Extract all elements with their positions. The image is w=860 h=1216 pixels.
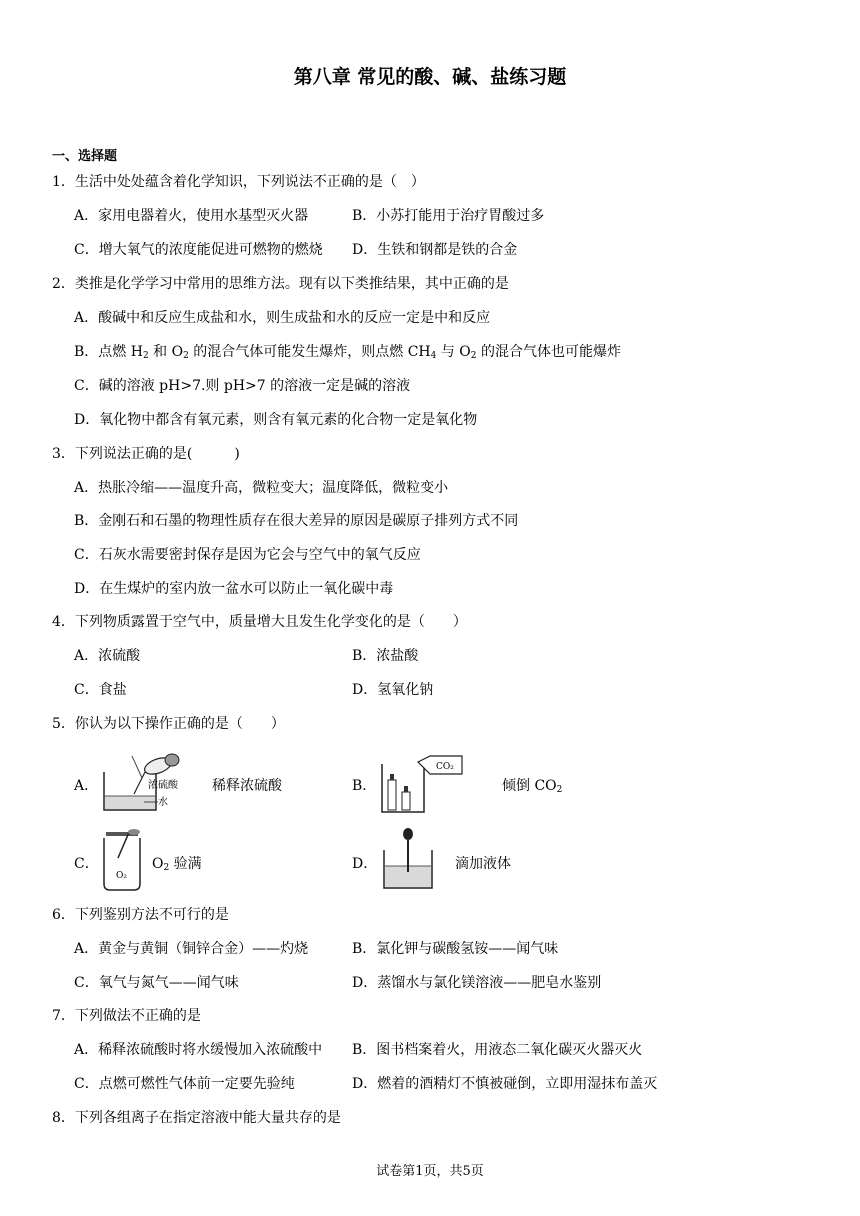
question-4-option-d: D．氢氧化钠: [352, 682, 434, 698]
question-5-option-d-letter: D．: [352, 856, 378, 872]
question-2-option-c: C．碱的溶液 pH>7.则 pH>7 的溶液一定是碱的溶液: [74, 378, 411, 394]
question-5-option-c-label: [152, 855, 202, 873]
question-5-option-c-letter: C．: [74, 856, 99, 872]
question-6-option-b: B．氯化钾与碳酸氢铵——闻气味: [352, 941, 559, 957]
text-segment: O: [152, 856, 164, 872]
question-6-option-a: A．黄金与黄铜（铜锌合金）——灼烧: [74, 941, 309, 957]
text-segment: 倾倒 CO: [502, 778, 557, 794]
question-5-stem: 5．你认为以下操作正确的是（ ）: [52, 716, 285, 732]
question-3-stem: 3．下列说法正确的是( ): [52, 446, 240, 462]
question-6-stem: 6．下列鉴别方法不可行的是: [52, 907, 229, 923]
question-8-stem: 8．下列各组离子在指定溶液中能大量共存的是: [52, 1110, 341, 1126]
question-5-option-a-letter: A．: [74, 778, 99, 794]
dropper-figure-icon: [380, 826, 436, 892]
question-6-option-d: D．蒸馏水与氯化镁溶液——肥皂水鉴别: [352, 975, 602, 991]
figure-label: 浓硫酸: [148, 780, 178, 791]
text-segment: 的混合气体可能发生爆炸，则点燃 CH: [188, 344, 431, 360]
question-2-stem: 2．类推是化学学习中常用的思维方法。现有以下类推结果，其中正确的是: [52, 276, 509, 292]
pour-co2-figure-icon: [378, 750, 468, 816]
question-7-option-c: C．点燃可燃性气体前一定要先验纯: [74, 1076, 295, 1092]
question-2-option-d: D．氧化物中都含有氧元素，则含有氧元素的化合物一定是氧化物: [74, 412, 478, 428]
text-segment: 的混合气体也可能爆炸: [476, 344, 621, 360]
subscript: 2: [142, 351, 149, 361]
question-3-option-c: C．石灰水需要密封保存是因为它会与空气中的氧气反应: [74, 547, 421, 563]
question-4-option-b: B．浓盐酸: [352, 648, 419, 664]
question-4-option-c: C．食盐: [74, 682, 127, 698]
question-6-option-c: C．氧气与氮气——闻气味: [74, 975, 239, 991]
subscript: 4: [430, 351, 437, 361]
oxygen-test-figure-icon: [100, 828, 146, 892]
question-1-option-a: A．家用电器着火，使用水基型灭火器: [74, 208, 309, 224]
question-4-option-a: A．浓硫酸: [74, 648, 141, 664]
subscript: 2: [163, 863, 170, 873]
section-heading: 一、选择题: [52, 149, 118, 164]
question-7-stem: 7．下列做法不正确的是: [52, 1008, 201, 1024]
subscript: 2: [556, 785, 563, 795]
text-segment: B．点燃 H: [74, 344, 143, 360]
text-segment: 与 O: [436, 344, 471, 360]
text-segment: 验满: [169, 856, 202, 872]
question-7-option-d: D．燃着的酒精灯不慎被碰倒，立即用湿抹布盖灭: [352, 1076, 658, 1092]
page-footer: 试卷第1页，共5页: [376, 1164, 484, 1179]
figure-label: 水: [158, 797, 168, 808]
question-2-option-b: [74, 343, 621, 361]
question-3-option-b: B．金刚石和石墨的物理性质存在很大差异的原因是碳原子排列方式不同: [74, 513, 519, 529]
question-1-option-b: B．小苏打能用于治疗胃酸过多: [352, 208, 545, 224]
dilution-figure-icon: [98, 752, 198, 814]
question-3-option-a: A．热胀冷缩——温度升高，微粒变大；温度降低，微粒变小: [74, 480, 449, 496]
question-2-option-a: A．酸碱中和反应生成盐和水，则生成盐和水的反应一定是中和反应: [74, 310, 491, 326]
subscript: 2: [470, 351, 477, 361]
question-5-option-b-letter: B．: [352, 778, 377, 794]
subscript: 2: [183, 351, 189, 361]
text-segment: 和 O: [148, 344, 184, 360]
question-1-stem: 1．生活中处处蕴含着化学知识，下列说法不正确的是（ ）: [52, 174, 425, 190]
figure-label: CO₂: [436, 762, 454, 772]
question-7-option-a: A．稀释浓硫酸时将水缓慢加入浓硫酸中: [74, 1042, 323, 1058]
question-5-option-d-label: 滴加液体: [455, 856, 511, 872]
question-7-option-b: B．图书档案着火，用液态二氧化碳灭火器灭火: [352, 1042, 643, 1058]
question-5-option-a-label: 稀释浓硫酸: [212, 778, 282, 794]
figure-label: O₂: [116, 871, 127, 881]
question-3-option-d: D．在生煤炉的室内放一盆水可以防止一氧化碳中毒: [74, 581, 394, 597]
question-1-option-d: D．生铁和钢都是铁的合金: [352, 242, 518, 258]
question-1-option-c: C．增大氧气的浓度能促进可燃物的燃烧: [74, 242, 323, 258]
question-4-stem: 4．下列物质露置于空气中，质量增大且发生化学变化的是（ ）: [52, 614, 467, 630]
question-5-option-b-label: [502, 777, 562, 795]
page-title: 第八章 常见的酸、碱、盐练习题: [293, 66, 567, 88]
